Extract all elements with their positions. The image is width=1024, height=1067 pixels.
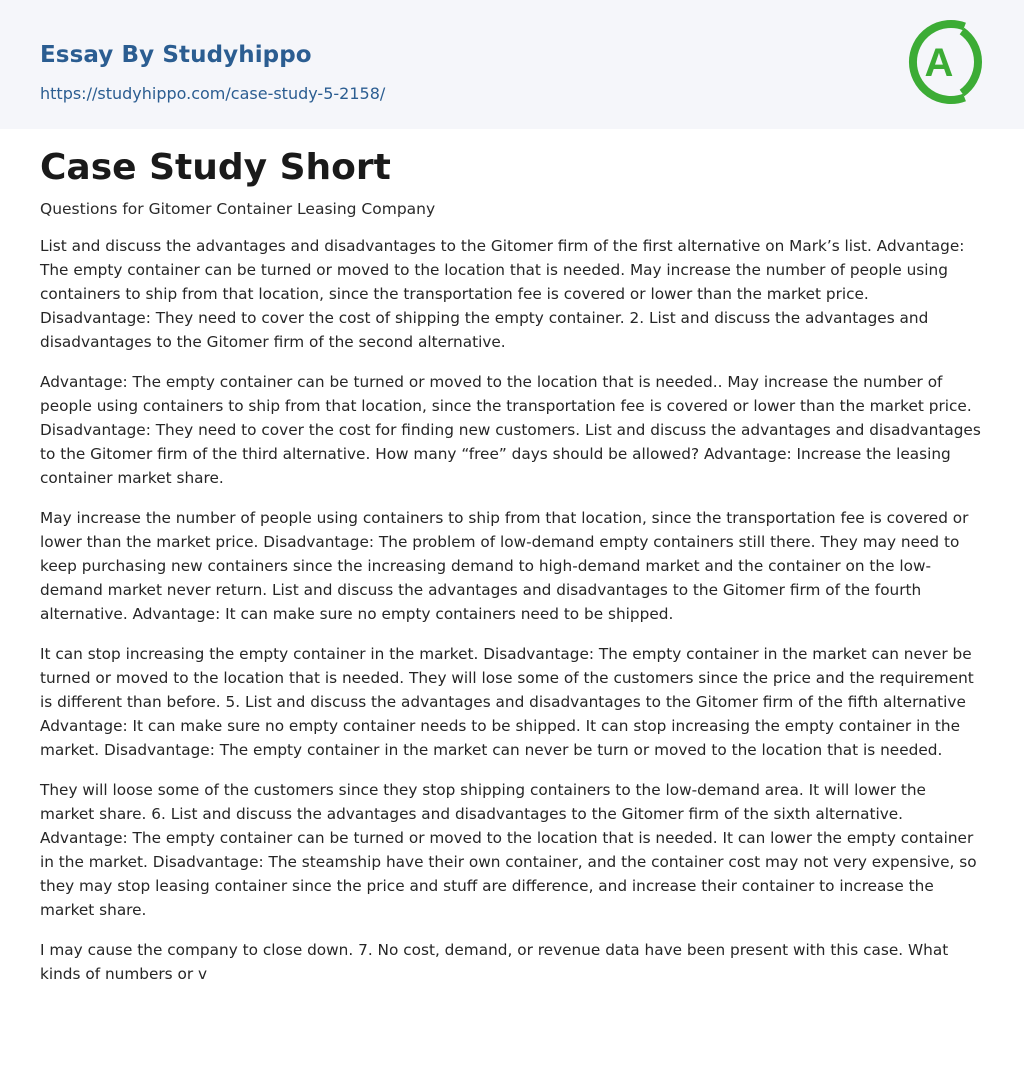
logo-letter: A [924, 41, 954, 85]
paragraph: It can stop increasing the empty container in the market. Disadvantage: The empty container in the market can never be turned or moved to the location that is needed. They will lose some of the customers since the price and the requirement is different than before. 5. List and discuss the advantages and disadvantages to the Gitomer firm of the fifth alternative Advantage: It can make sure no empty container needs to be shipped. It can stop increasing the empty container in the market. Disadvantage: The empty container in the market can never be turn or moved to the location that is needed. [40, 645, 974, 759]
studyhippo-logo-icon[interactable] [904, 17, 990, 107]
essay-url-link[interactable]: https://studyhippo.com/case-study-5-2158/ [40, 84, 386, 103]
page-subtitle: Questions for Gitomer Container Leasing Company [40, 200, 436, 218]
paragraph: I may cause the company to close down. 7. No cost, demand, or revenue data have been present with this case. What kinds of numbers or v [40, 941, 949, 983]
brand-title[interactable]: Essay By Studyhippo [40, 42, 312, 68]
paragraph: They will loose some of the customers since they stop shipping containers to the low-demand area. It will lower the market share. 6. List and discuss the advantages and disadvantages to the Gitomer firm of the sixth alternative. Advantage: The empty container can be turned or moved to the location that is needed. It can lower the empty container in the market. Disadvantage: The steamship have their own container, and the container cost may not very expensive, so they may stop leasing container since the price and stuff are difference, and increase their container to increase the market share. [40, 781, 977, 919]
paragraph: May increase the number of people using containers to ship from that location, since the transportation fee is covered or lower than the market price. Disadvantage: The problem of low-demand empty containers still there. They may need to keep purchasing new containers since the increasing demand to high-demand market and the container on the low-demand market never return. List and discuss the advantages and disadvantages to the Gitomer firm of the fourth alternative. Advantage: It can make sure no empty containers need to be shipped. [40, 509, 969, 623]
page-title: Case Study Short [40, 147, 391, 188]
paragraph: List and discuss the advantages and disadvantages to the Gitomer firm of the first alternative on Mark’s list. Advantage: The empty container can be turned or moved to the location that is needed. May increase the number of people using containers to ship from that location, since the transportation fee is covered or lower than the market price. Disadvantage: They need to cover the cost of shipping the empty container. 2. List and discuss the advantages and disadvantages to the Gitomer firm of the second alternative. [40, 237, 965, 351]
paragraph: Advantage: The empty container can be turned or moved to the location that is needed.. May increase the number of people using containers to ship from that location, since the transportation fee is covered or lower than the market price. Disadvantage: They need to cover the cost for finding new customers. List and discuss the advantages and disadvantages to the Gitomer firm of the third alternative. How many “free” days should be allowed? Advantage: Increase the leasing container market share. [40, 373, 981, 487]
article-body [40, 234, 984, 1002]
